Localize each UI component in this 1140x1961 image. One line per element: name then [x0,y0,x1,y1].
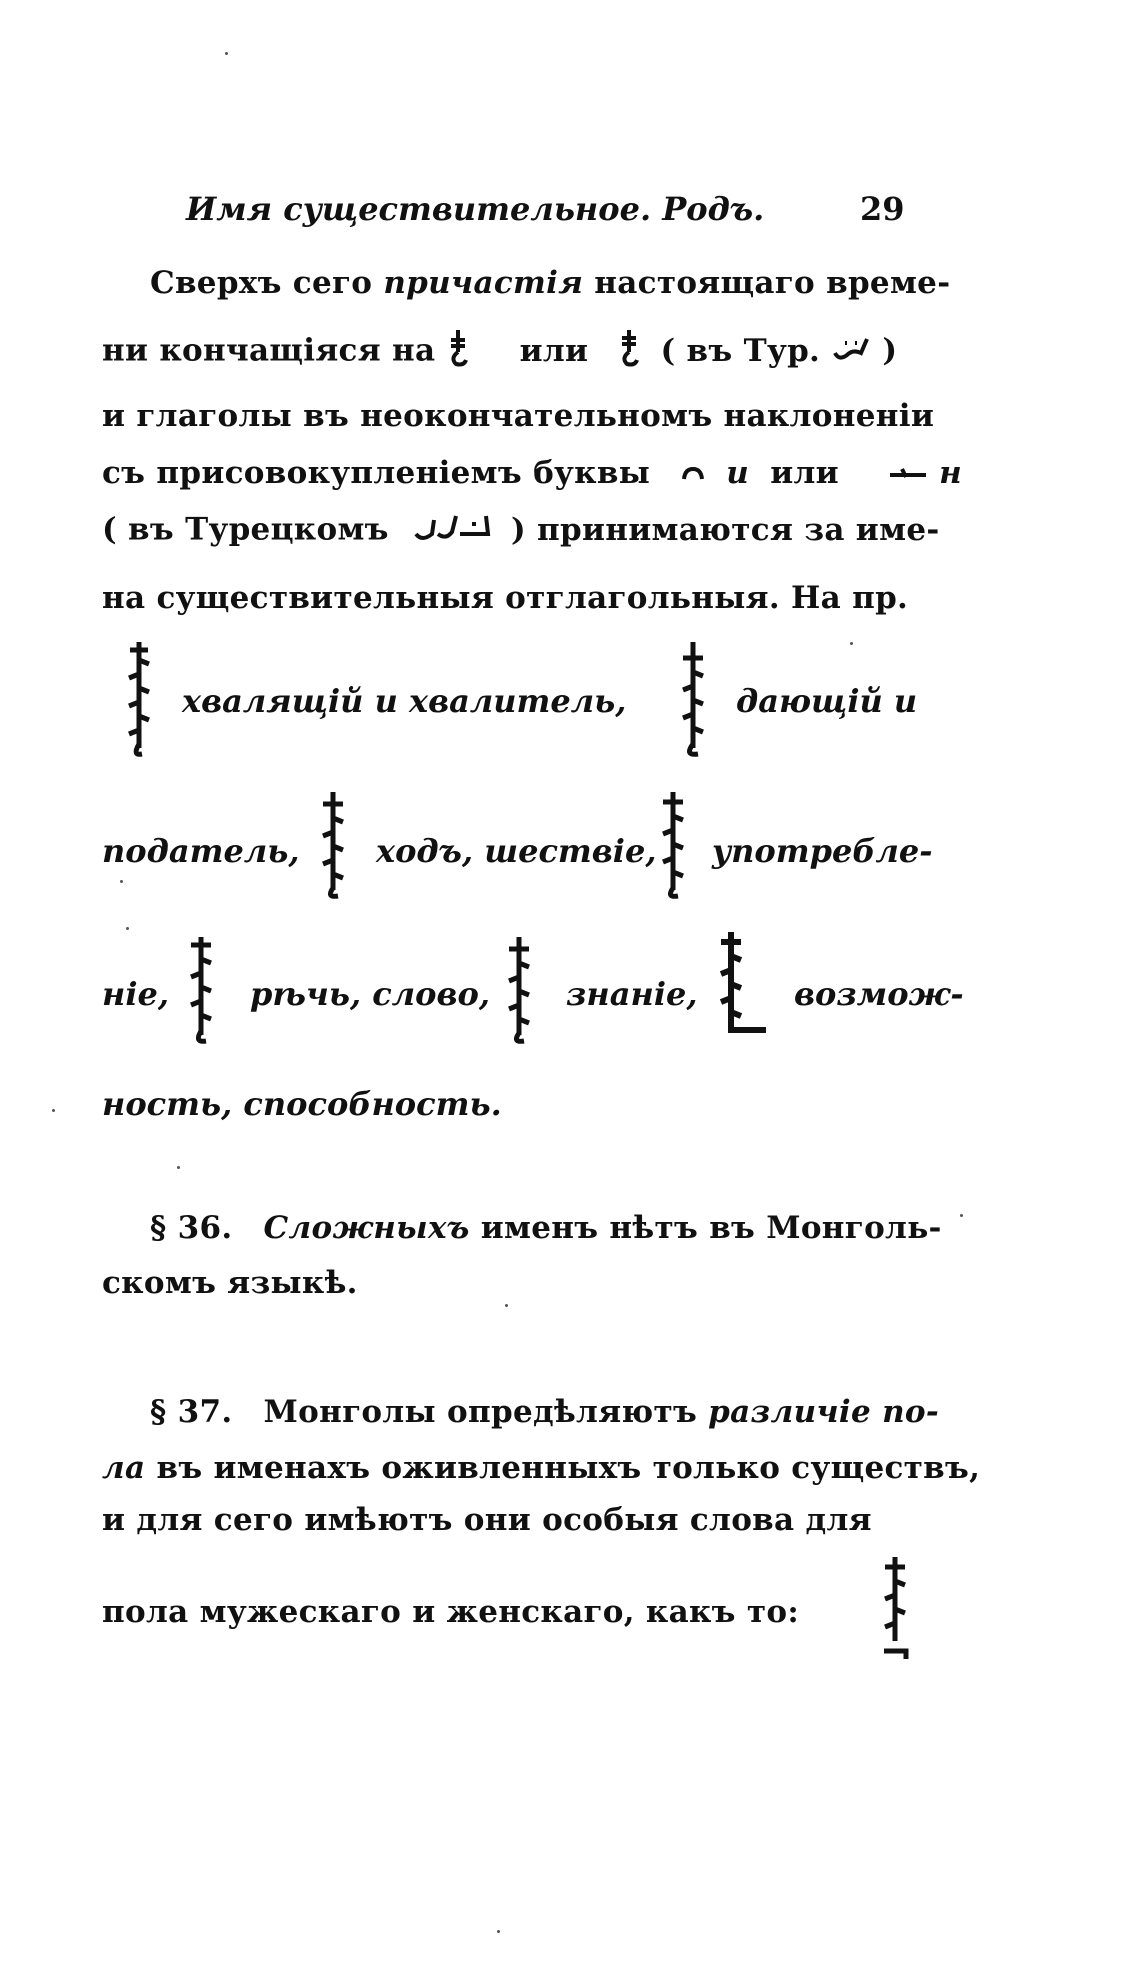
scan-speck [850,642,853,645]
section-37-line-4: пола мужескаго и женскаго, какъ то: [102,1594,800,1630]
para-italic: и [726,455,750,491]
para-italic-term: причастія [383,265,584,301]
scan-speck [505,1304,508,1307]
example-text: податель, [102,832,300,870]
scan-speck [225,52,228,55]
para-text: или [770,455,839,491]
section-text: Монголы опредѣляютъ [263,1394,698,1430]
example-text: дающій и [736,682,918,720]
section-italic-term: ла [102,1450,146,1486]
arabic-word-glyph [412,510,492,552]
para-text: или [519,332,589,369]
section-number: § 36. [150,1210,233,1246]
para-line-3: и глаголы въ неокончательномъ наклоненіи [102,398,935,434]
para-line-2 [102,328,897,376]
section-italic-term: Сложныхъ [263,1210,470,1246]
para-text: настоящаго време- [594,265,951,301]
section-36-line-1 [150,1210,942,1246]
section-number: § 37. [150,1394,233,1430]
section-36-line-2: скомъ языкѣ. [102,1265,358,1301]
mongol-word-glyph [316,790,350,900]
section-italic-term: различіе по- [708,1394,940,1430]
para-text: ( въ Турецкомъ [102,511,389,548]
example-text: хвалящій и хвалитель, [182,682,627,720]
page-number: 29 [860,190,905,228]
section-text: именъ нѣтъ въ Монголь- [480,1210,942,1246]
mongol-word-glyph [184,935,218,1045]
scan-speck [120,880,123,883]
para-text: ) [882,332,898,369]
example-text: употребле- [712,832,933,870]
example-text: ность, способность. [102,1085,502,1123]
para-text: ( въ Тур. [660,332,821,369]
running-title: Имя существительное. Родъ. [186,190,765,228]
scan-speck [177,1166,180,1169]
mongol-suffix-glyph [446,328,472,376]
example-text: возмож- [794,975,964,1013]
scan-speck [126,927,129,930]
para-text: съ присовокупленіемъ буквы [102,455,651,491]
scan-speck [497,1930,500,1933]
para-text: ) принимаются за име- [510,511,940,548]
example-text: рѣчь, слово, [250,975,490,1013]
example-text: знаніе, [566,975,698,1013]
arabic-glyph [831,333,871,371]
mongol-word-glyph [122,640,156,760]
section-37-line-1 [150,1394,939,1430]
para-line-4 [102,455,962,493]
mongol-word-glyph [676,640,710,760]
para-italic: н [939,455,963,491]
scan-speck [960,1214,963,1217]
mongol-letter-glyph [681,457,705,493]
mongol-suffix-glyph [617,328,643,376]
para-text: Сверхъ сего [150,265,373,301]
mongol-word-glyph [502,935,536,1045]
mongol-word-glyph [656,790,690,900]
mongol-word-glyph [714,930,774,1045]
mongol-word-glyph [878,1555,912,1665]
para-line-6: на существительныя отглагольныя. На пр. [102,580,909,616]
mongol-letter-glyph [888,457,928,493]
example-text: ходъ, шествіе, [376,832,657,870]
section-37-line-3: и для сего имѣютъ они особыя слова для [102,1502,872,1538]
section-text: въ именахъ оживленныхъ только существъ, [156,1450,981,1486]
para-line-1 [150,265,950,301]
para-text: ни кончащіяся на [102,332,436,369]
scan-speck [52,1109,55,1112]
para-line-5 [102,510,940,552]
example-text: ніе, [102,975,169,1013]
section-37-line-2 [102,1450,980,1486]
